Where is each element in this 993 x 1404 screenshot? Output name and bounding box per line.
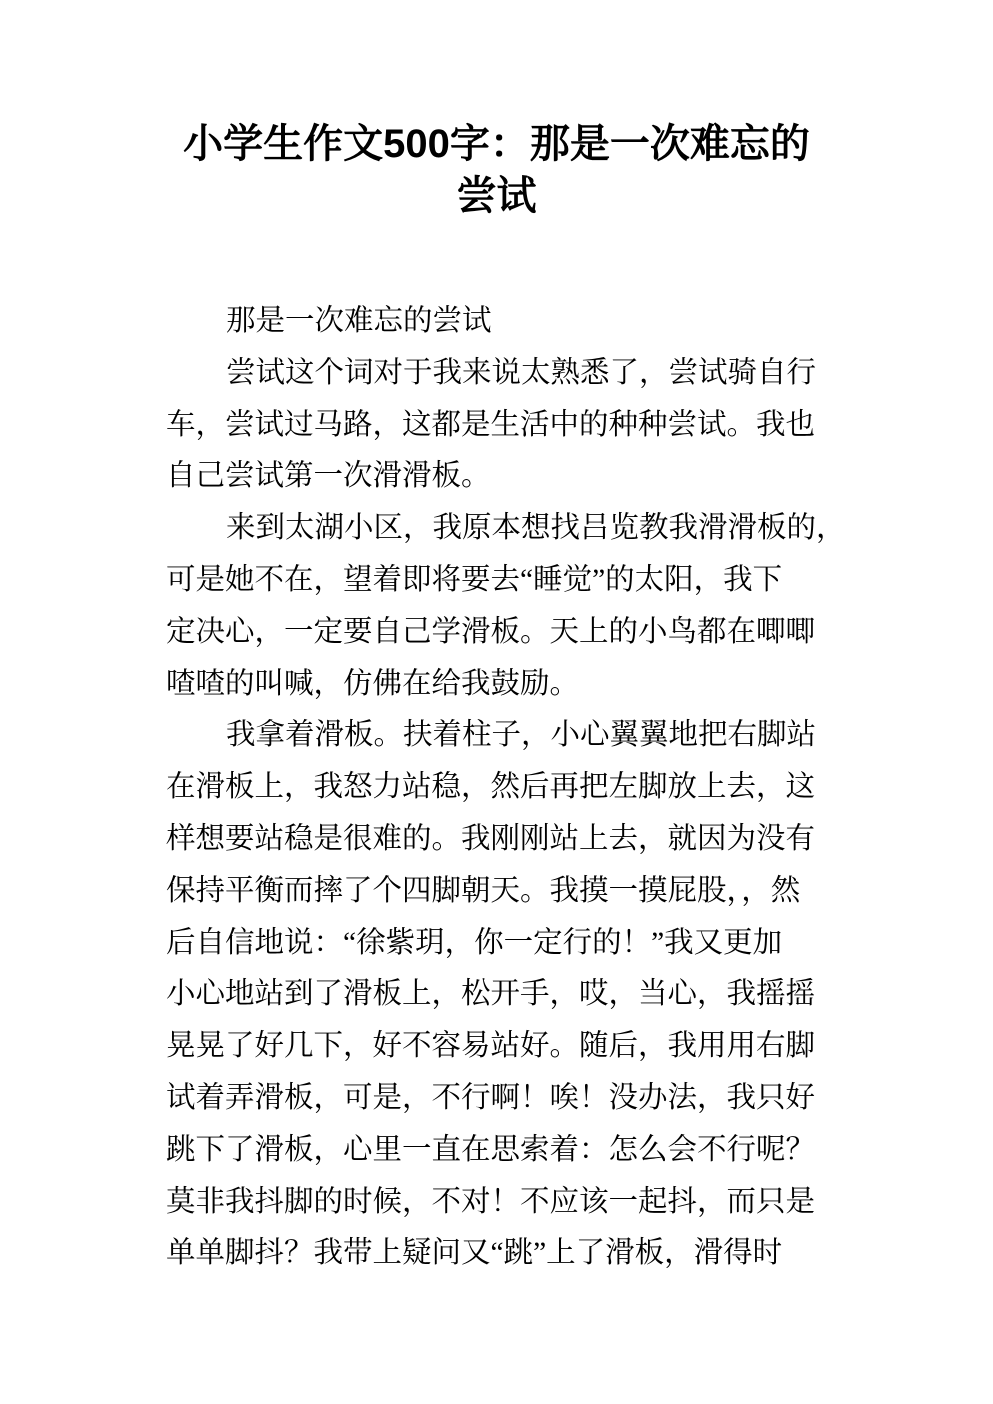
text-line: 跳下了滑板，心里一直在思索着：怎么会不行呢？: [166, 1133, 816, 1166]
text-line: 喳喳的叫喊，仿佛在给我鼓励。: [166, 667, 580, 700]
text-line: 在滑板上，我怒力站稳，然后再把左脚放上去，这: [166, 771, 816, 804]
text-line: 我拿着滑板。扶着柱子，小心翼翼地把右脚站: [226, 719, 817, 752]
document-body: [166, 296, 846, 1280]
text-line: 试着弄滑板，可是，不行啊！唉！没办法，我只好: [166, 1081, 816, 1114]
text-line: 可是她不在，望着即将要去“睡觉”的太阳，我下: [166, 563, 783, 596]
text-line: 单单脚抖？我带上疑问又“跳”上了滑板，滑得时: [166, 1237, 783, 1270]
title-line-1: 小学生作文500字：那是一次难忘的: [183, 122, 810, 166]
text-line: 那是一次难忘的尝试: [226, 305, 492, 337]
text-line: 保持平衡而摔了个四脚朝天。我摸一摸屁股，，然: [166, 874, 801, 907]
text-line: 小心地站到了滑板上，松开手，哎，当心，我摇摇: [166, 978, 816, 1011]
text-line: 来到太湖小区，我原本想找吕览教我滑滑板的，: [226, 512, 846, 545]
text-line: 晃晃了好几下，好不容易站好。随后，我用用右脚: [166, 1030, 816, 1063]
text-line: 定决心，一定要自己学滑板。天上的小鸟都在唧唧: [166, 615, 816, 648]
text-line: 车，尝试过马路，这都是生活中的种种尝试。我也: [166, 408, 816, 441]
text-line: 自己尝试第一次滑滑板。: [166, 460, 491, 493]
text-line: 样想要站稳是很难的。我刚刚站上去，就因为没有: [166, 822, 816, 855]
title-line-2: 尝试: [456, 174, 537, 218]
text-line: 后自信地说：“徐紫玥，你一定行的！”我又更加: [166, 926, 783, 959]
text-line: 莫非我抖脚的时候，不对！不应该一起抖，而只是: [166, 1185, 816, 1218]
document-title: [0, 118, 993, 222]
text-line: 尝试这个词对于我来说太熟悉了，尝试骑自行: [226, 356, 817, 389]
